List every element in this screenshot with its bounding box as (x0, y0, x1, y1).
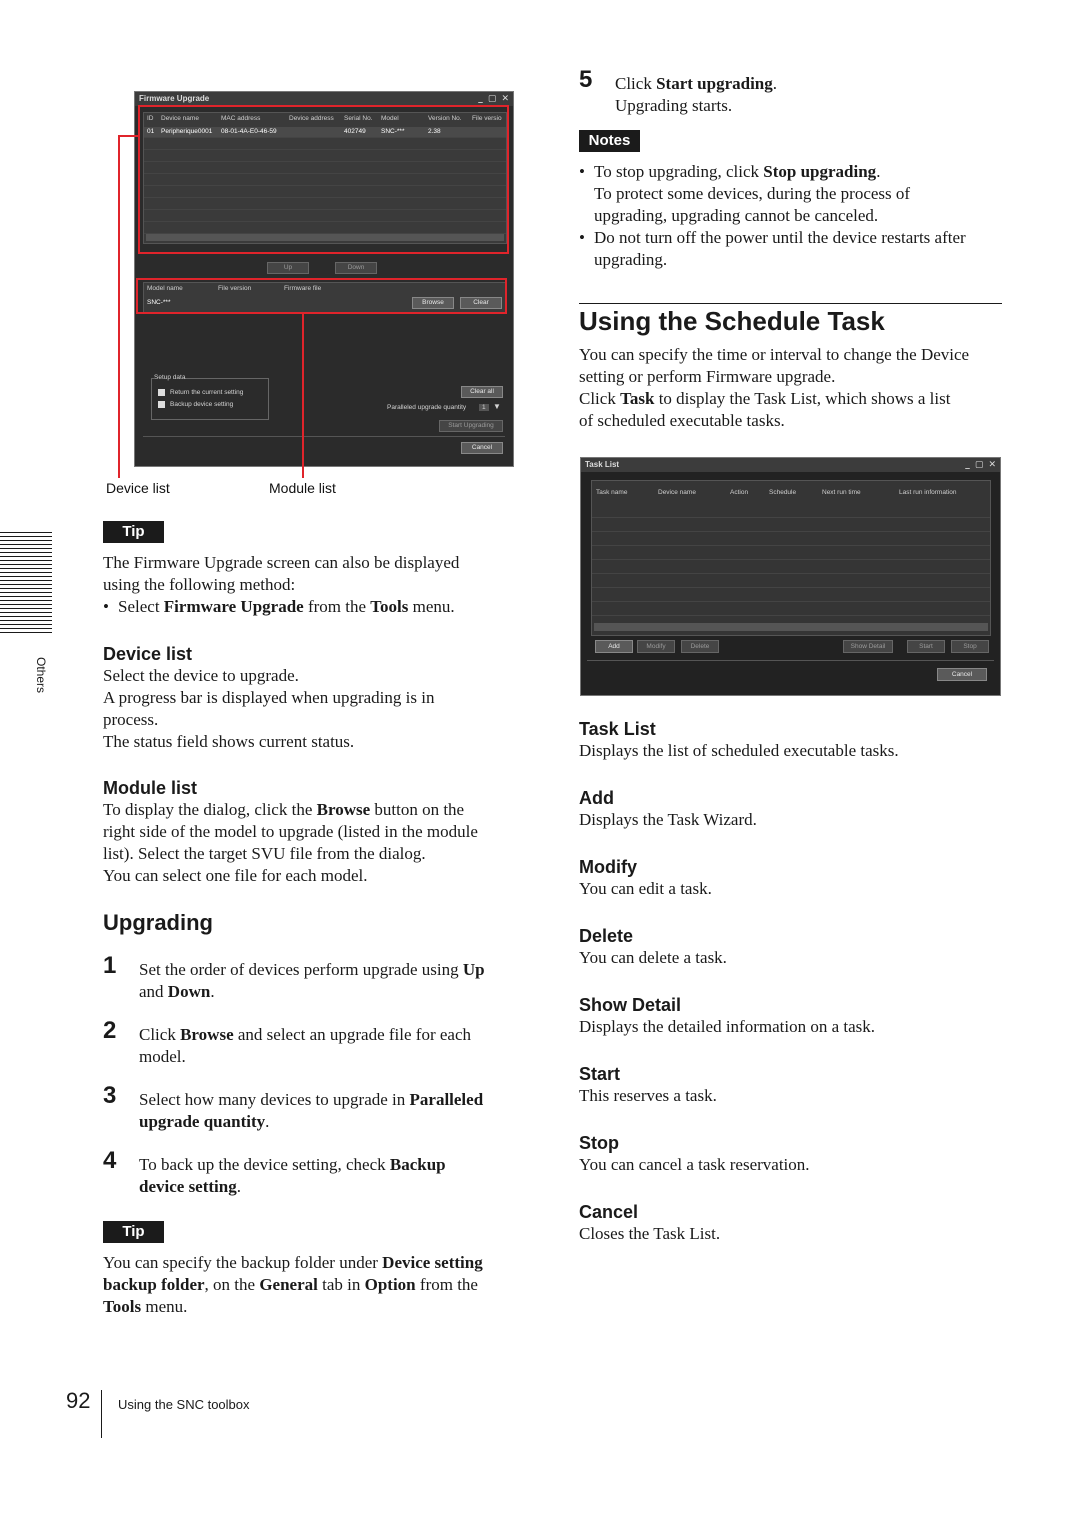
footer-rule (101, 1390, 102, 1438)
device-list-highlight (138, 105, 509, 254)
paralleled-quantity-label: Paralleled upgrade quantity (387, 404, 467, 411)
clear-all-button[interactable]: Clear all (461, 386, 503, 398)
def-desc-stop: You can cancel a task reservation. (579, 1155, 810, 1174)
def-desc-cancel: Closes the Task List. (579, 1224, 721, 1243)
device-col-version[interactable]: Version No. (428, 115, 462, 122)
device-list-leader-h (118, 135, 139, 137)
setup-data-group (151, 374, 269, 420)
section-rule (579, 303, 1002, 304)
task-col-last-run[interactable]: Last run information (899, 489, 957, 496)
def-term-modify: Modify (579, 857, 637, 877)
return-setting-label: Return the current setting (170, 389, 244, 396)
def-desc-show-detail: Displays the detailed information on a task. (579, 1017, 876, 1036)
table-row[interactable] (592, 507, 990, 518)
show-detail-button[interactable]: Show Detail (843, 640, 893, 653)
window-controls-icon[interactable]: _ ▢ ✕ (965, 460, 997, 470)
def-term-stop: Stop (579, 1133, 619, 1153)
device-col-id[interactable]: ID (147, 115, 154, 122)
device-name-cell: Peripherique0001 (161, 128, 213, 135)
tip-badge-2: Tip (103, 1221, 164, 1243)
device-list-leader-v (118, 135, 120, 478)
firmware-dialog-titlebar (135, 92, 513, 106)
table-row[interactable] (592, 521, 990, 532)
task-col-schedule[interactable]: Schedule (769, 489, 797, 496)
table-row[interactable] (592, 577, 990, 588)
task-dialog-title: Task List (585, 460, 620, 469)
device-col-file-version[interactable]: File versio (472, 115, 502, 122)
step-3-text: Select how many devices to upgrade in Paralleled upgrade quantity. (139, 1090, 484, 1131)
def-desc-start: This reserves a task. (579, 1086, 717, 1105)
module-model-cell: SNC-*** (147, 299, 171, 306)
device-col-mac[interactable]: MAC address (221, 115, 261, 122)
step-number-4: 4 (103, 1147, 117, 1174)
device-model-cell: SNC-*** (381, 128, 405, 135)
table-row[interactable] (592, 535, 990, 546)
task-col-next-run[interactable]: Next run time (822, 489, 861, 496)
device-version-cell: 2.38 (428, 128, 441, 135)
module-col-firmware-file[interactable]: Firmware file (284, 285, 322, 292)
tip-text: The Firmware Upgrade screen can also be displayed using the following method: (103, 553, 460, 594)
cancel-button[interactable]: Cancel (937, 668, 987, 681)
device-col-serial[interactable]: Serial No. (344, 115, 373, 122)
module-list-leader (302, 313, 304, 478)
notes-badge: Notes (579, 130, 640, 152)
divider (587, 660, 994, 661)
tip-bullet-text: Select Firmware Upgrade from the Tools menu. (118, 597, 455, 616)
step-number-1: 1 (103, 952, 117, 979)
side-tab-label: Others (34, 656, 49, 694)
def-term-add: Add (579, 788, 614, 808)
def-term-start: Start (579, 1064, 621, 1084)
module-col-model[interactable]: Model name (147, 285, 183, 292)
horizontal-scrollbar[interactable] (594, 623, 988, 631)
up-button[interactable]: Up (267, 262, 309, 274)
device-col-name[interactable]: Device name (161, 115, 199, 122)
def-desc-task-list: Displays the list of scheduled executable tasks. (579, 741, 899, 760)
def-term-delete: Delete (579, 926, 634, 946)
device-serial-cell: 402749 (344, 128, 366, 135)
delete-button[interactable]: Delete (681, 640, 719, 653)
setup-data-label: Setup data (154, 374, 186, 381)
device-list-caption: Device list (106, 480, 170, 496)
return-setting-checkbox[interactable] (158, 389, 165, 396)
backup-setting-label: Backup device setting (170, 401, 234, 408)
def-desc-add: Displays the Task Wizard. (579, 810, 757, 829)
cancel-button[interactable]: Cancel (461, 442, 503, 454)
table-row[interactable] (592, 563, 990, 574)
down-button[interactable]: Down (335, 262, 377, 274)
clear-button[interactable]: Clear (460, 297, 502, 309)
add-button[interactable]: Add (595, 640, 633, 653)
device-mac-cell: 08-01-4A-E0-46-59 (221, 128, 277, 135)
stop-button[interactable]: Stop (951, 640, 989, 653)
page-number: 92 (66, 1388, 91, 1413)
step-number-2: 2 (103, 1017, 117, 1044)
modify-button[interactable]: Modify (637, 640, 675, 653)
bullet: • (579, 228, 585, 247)
tip-2-text: You can specify the backup folder under Device setting backup folder, on the General tab in Option from the Tools menu. (103, 1253, 483, 1316)
task-list-grid[interactable] (591, 480, 991, 636)
note-1-text: To stop upgrading, click Stop upgrading. To protect some devices, during the process of upgrading, upgrading cannot be canceled. (594, 162, 911, 225)
module-list-caption: Module list (269, 480, 336, 496)
start-button[interactable]: Start (907, 640, 945, 653)
device-col-model[interactable]: Model (381, 115, 399, 122)
step-2-text: Click Browse and select an upgrade file for each model. (139, 1025, 472, 1066)
paralleled-quantity-select[interactable]: 1 (479, 404, 489, 411)
def-term-cancel: Cancel (579, 1202, 639, 1222)
step-5-text: Click Start upgrading. Upgrading starts. (615, 74, 778, 115)
footer-section-title: Using the SNC toolbox (118, 1397, 250, 1412)
task-list-screenshot (580, 457, 1001, 696)
def-desc-modify: You can edit a task. (579, 879, 712, 898)
backup-setting-checkbox[interactable] (158, 401, 165, 408)
module-list-highlight (136, 278, 507, 314)
side-tab-stripes (0, 532, 52, 634)
table-row[interactable] (592, 591, 990, 602)
schedule-intro: You can specify the time or interval to change the Device setting or perform Firmware upgrade. Click Task to display the Task List, which shows a list of scheduled executable tasks. (579, 345, 970, 430)
step-number-3: 3 (103, 1082, 117, 1109)
task-col-name[interactable]: Task name (596, 489, 628, 496)
bullet: • (103, 597, 109, 616)
module-col-file-version[interactable]: File version (218, 285, 252, 292)
upgrading-heading: Upgrading (103, 910, 213, 935)
module-list-heading: Module list (103, 778, 197, 798)
def-term-task-list: Task List (579, 719, 656, 739)
browse-button[interactable]: Browse (412, 297, 454, 309)
device-col-address[interactable]: Device address (289, 115, 334, 122)
device-list-heading: Device list (103, 644, 193, 664)
module-list-description: To display the dialog, click the Browse button on the right side of the model to upgrade (listed in the module list). Select the target SVU file from the dialog. You can select one file for each model. (103, 800, 478, 885)
task-dialog-titlebar (581, 458, 1000, 472)
note-2-text: Do not turn off the power until the device restarts after upgrading. (594, 228, 966, 269)
def-desc-delete: You can delete a task. (579, 948, 727, 967)
step-1-text: Set the order of devices perform upgrade using Up and Down. (139, 960, 485, 1001)
step-4-text: To back up the device setting, check Backup device setting. (139, 1155, 446, 1196)
chevron-down-icon[interactable]: ▼ (493, 402, 501, 411)
bullet: • (579, 162, 585, 181)
schedule-task-heading: Using the Schedule Task (579, 306, 885, 336)
table-row[interactable] (592, 605, 990, 616)
table-row[interactable] (592, 549, 990, 560)
tip-badge: Tip (103, 521, 164, 543)
window-controls-icon[interactable]: _ ▢ ✕ (478, 94, 510, 104)
step-number-5: 5 (579, 66, 593, 93)
divider (143, 436, 505, 437)
device-list-description: Select the device to upgrade. A progress bar is displayed when upgrading is in process. The status field shows current status. (103, 666, 435, 751)
start-upgrading-button[interactable]: Start Upgrading (439, 420, 503, 432)
firmware-dialog-title: Firmware Upgrade (139, 94, 210, 103)
device-id-cell: 01 (147, 128, 155, 135)
def-term-show-detail: Show Detail (579, 995, 682, 1015)
task-col-device[interactable]: Device name (658, 489, 696, 496)
task-col-action[interactable]: Action (730, 489, 749, 496)
